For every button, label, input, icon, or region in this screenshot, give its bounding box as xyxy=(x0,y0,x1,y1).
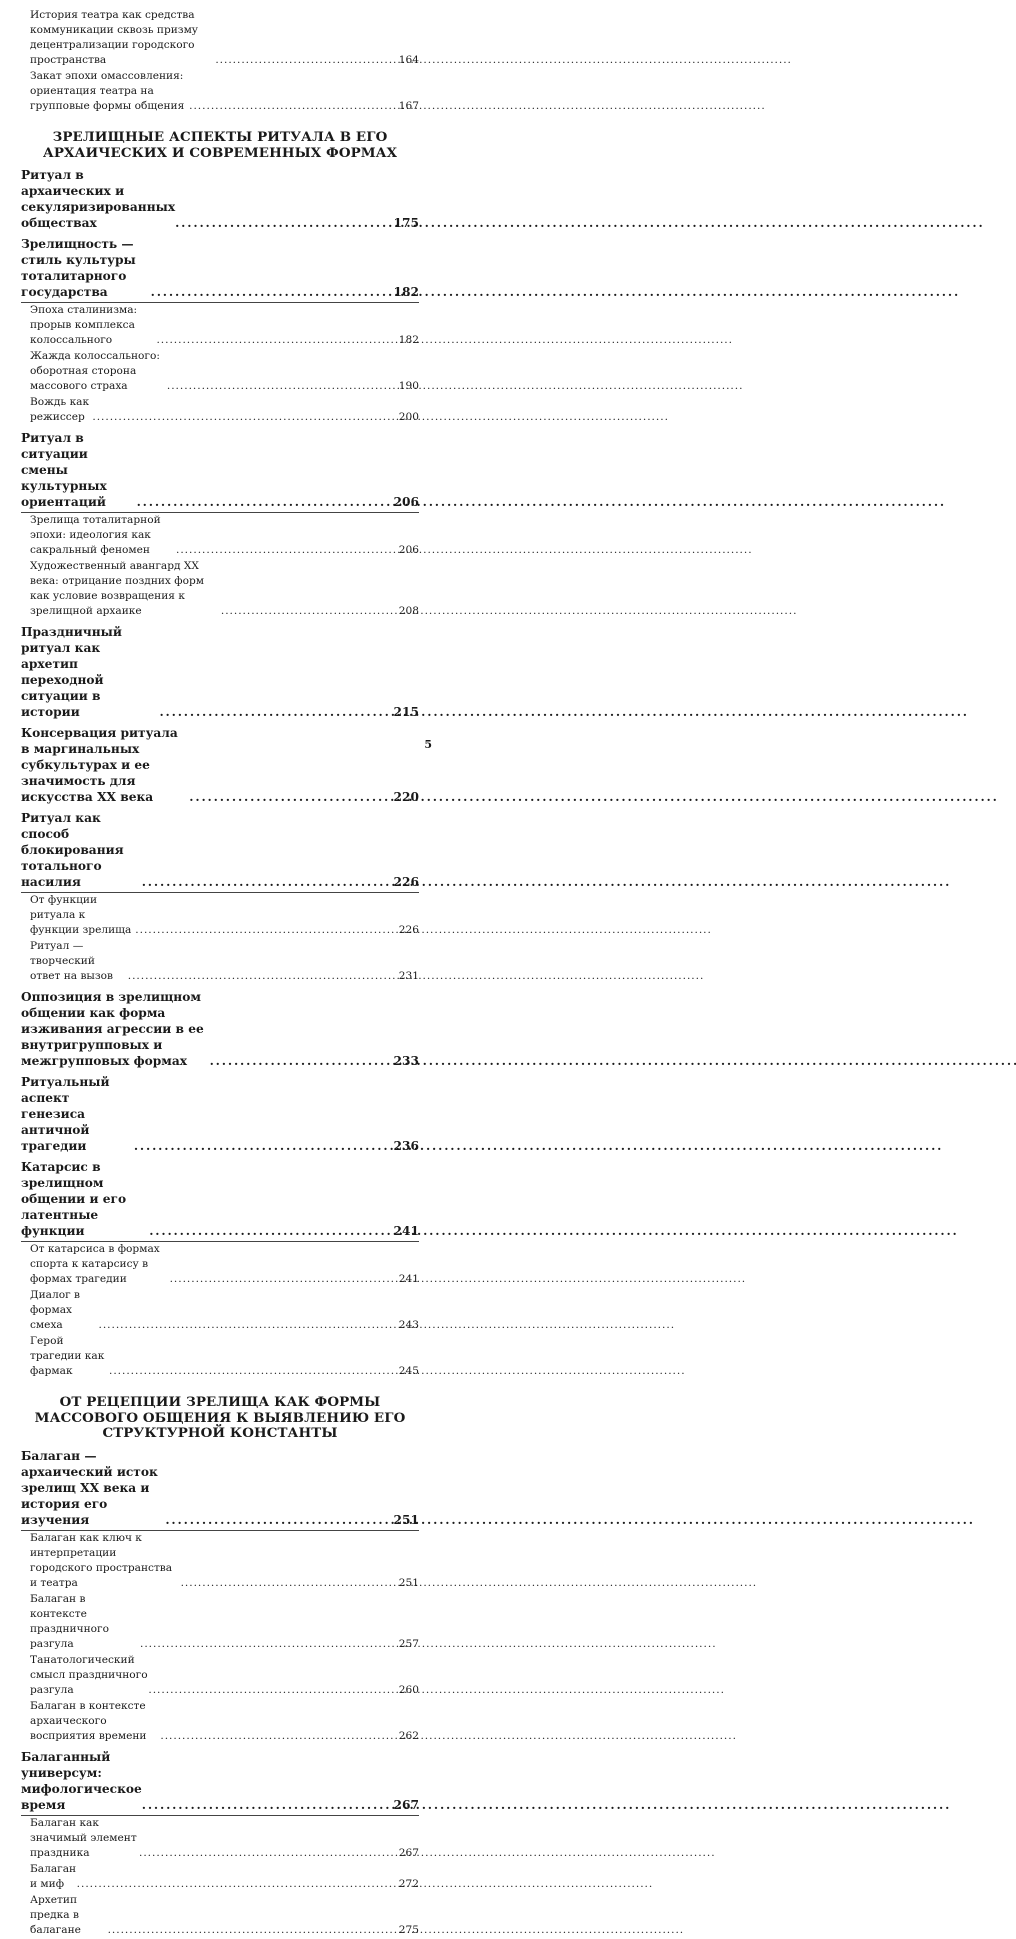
dot-leader xyxy=(92,410,397,425)
toc-chapter-entry[interactable] xyxy=(21,1448,419,1528)
toc-subsection-entry[interactable] xyxy=(30,893,419,938)
entry-page-number: 241 xyxy=(398,1273,419,1285)
entry-page-number: 208 xyxy=(398,605,419,617)
dot-leader xyxy=(142,1797,393,1813)
toc-subsection-entry[interactable] xyxy=(30,939,419,984)
dot-leader xyxy=(149,1223,392,1239)
entry-title: Ритуал в архаических и секуляризированных обществах xyxy=(21,168,176,230)
toc-subsection-entry[interactable] xyxy=(30,303,419,348)
toc-subsection-entry[interactable] xyxy=(30,1288,419,1333)
entry-page-number: 251 xyxy=(398,1576,419,1589)
entry-title: Катарсис в зрелищном общении и его латентные функции xyxy=(21,1160,127,1238)
entry-title: Балаган в контексте архаического восприятия времени xyxy=(30,1699,147,1742)
toc-subsection-entry[interactable] xyxy=(30,1816,419,1861)
dot-leader xyxy=(135,923,397,938)
section-heading: ОТ РЕЦЕПЦИИ ЗРЕЛИЩА КАК ФОРМЫ МАССОВОГО ОБЩЕНИЯ К ВЫЯВЛЕНИЮ ЕГО СТРУКТУРНОЙ КОНСТАНТЫ xyxy=(34,1394,406,1441)
entry-title: Архетип предка в балагане xyxy=(30,1893,81,1936)
entry-page-number: 243 xyxy=(398,1319,419,1331)
entry-page-number: 267 xyxy=(393,1797,419,1812)
entry-title: Консервация ритуала в маргинальных субкультурах и ее значимость для искусства XX века xyxy=(21,726,178,804)
dot-leader xyxy=(160,1729,397,1744)
dot-leader xyxy=(175,215,392,231)
entry-page-number: 164 xyxy=(398,54,419,66)
toc-subsection-entry[interactable] xyxy=(30,1653,419,1698)
entry-page-number: 231 xyxy=(398,970,419,982)
entry-page-number: 257 xyxy=(398,1637,419,1650)
entry-title: Ритуал в ситуации смены культурных ориентаций xyxy=(21,431,107,509)
toc-chapter-entry[interactable] xyxy=(21,430,419,510)
dot-leader xyxy=(77,1877,398,1892)
table-of-contents xyxy=(21,8,419,1939)
toc-subsection-entry[interactable] xyxy=(30,1862,419,1892)
toc-subsection-entry[interactable] xyxy=(30,1334,419,1379)
toc-subsection-entry[interactable] xyxy=(30,8,419,68)
entry-title: Зрелищность — стиль культуры тоталитарного государства xyxy=(21,237,136,299)
entry-title: От функции ритуала к функции зрелища xyxy=(30,894,132,936)
entry-page-number: 267 xyxy=(398,1846,419,1859)
toc-chapter-entry[interactable] xyxy=(21,1749,419,1813)
dot-leader xyxy=(142,874,393,890)
toc-subsection-entry[interactable] xyxy=(30,69,419,114)
entry-title: Закат эпохи омассовления: ориентация театра на групповые формы общения xyxy=(30,70,185,112)
dot-leader xyxy=(181,1576,398,1591)
toc-chapter-entry[interactable] xyxy=(21,1074,419,1154)
entry-page-number: 206 xyxy=(398,544,419,556)
toc-subsection-entry[interactable] xyxy=(30,395,419,425)
entry-title: От катарсиса в формах спорта к катарсису в формах трагедии xyxy=(30,1243,160,1285)
section-heading: ЗРЕЛИЩНЫЕ АСПЕКТЫ РИТУАЛА В ЕГО АРХАИЧЕСКИХ И СОВРЕМЕННЫХ ФОРМАХ xyxy=(42,129,398,161)
entry-page-number: 175 xyxy=(393,216,419,230)
entry-page-number: 226 xyxy=(393,875,419,889)
entry-page-number: 167 xyxy=(398,100,419,112)
dot-leader xyxy=(210,1053,393,1069)
entry-title: Зрелища тоталитарной эпохи: идеология как сакральный феномен xyxy=(30,514,161,556)
entry-page-number: 220 xyxy=(393,790,419,804)
entry-title: Ритуальный аспект генезиса античной трагедии xyxy=(21,1075,110,1153)
entry-page-number: 182 xyxy=(393,285,419,299)
entry-title: Балаган и миф xyxy=(30,1862,77,1890)
entry-page-number: 245 xyxy=(398,1365,419,1377)
entry-title: Ритуал как способ блокирования тотального насилия xyxy=(21,811,124,889)
toc-subsection-entry[interactable] xyxy=(30,1893,419,1938)
dot-leader xyxy=(159,704,392,720)
entry-title: Балаган — архаический исток зрелищ XX века и история его изучения xyxy=(21,1448,158,1527)
dot-leader xyxy=(98,1318,397,1333)
entry-page-number: 182 xyxy=(398,334,419,346)
dot-leader xyxy=(108,1923,398,1938)
toc-subsection-entry[interactable] xyxy=(30,1592,419,1652)
entry-title: Балаган как значимый элемент праздника xyxy=(30,1816,137,1859)
dot-leader xyxy=(134,1138,393,1154)
entry-title: Вождь как режиссер xyxy=(30,396,90,423)
toc-chapter-entry[interactable] xyxy=(21,1159,419,1239)
entry-page-number: 262 xyxy=(398,1729,419,1742)
dot-leader xyxy=(176,543,398,558)
dot-leader xyxy=(109,1364,398,1379)
entry-title: Балаган в контексте праздничного разгула xyxy=(30,1592,109,1650)
dot-leader xyxy=(189,99,398,114)
entry-title: Герой трагедии как фармак xyxy=(30,1335,105,1377)
entry-page-number: 275 xyxy=(398,1923,419,1936)
entry-title: Танатологический смысл праздничного разгула xyxy=(30,1653,148,1696)
entry-page-number: 190 xyxy=(398,380,419,392)
toc-subsection-entry[interactable] xyxy=(30,349,419,394)
dot-leader xyxy=(140,1637,398,1652)
entry-title: Диалог в формах смеха xyxy=(30,1289,80,1331)
entry-title: История театра как средства коммуникации сквозь призму децентрализации городского пространства xyxy=(30,9,199,66)
toc-subsection-entry[interactable] xyxy=(30,1531,419,1591)
dot-leader xyxy=(128,969,398,984)
dot-leader xyxy=(215,53,397,68)
dot-leader xyxy=(170,1272,398,1287)
dot-leader xyxy=(139,1846,398,1861)
dot-leader xyxy=(148,1683,397,1698)
entry-title: Оппозиция в зрелищном общении как форма изживания агрессии в ее внутригрупповых и межгрупповых формах xyxy=(21,990,204,1068)
toc-subsection-entry[interactable] xyxy=(30,1242,419,1287)
entry-title: Художественный авангард XX века: отрицание поздних форм как условие возвращения к зрелищной архаике xyxy=(30,560,204,617)
entry-title: Жажда колоссального: оборотная сторона массового страха xyxy=(30,350,160,392)
entry-page-number: 233 xyxy=(393,1054,419,1068)
entry-page-number: 272 xyxy=(398,1877,419,1890)
entry-title: Праздничный ритуал как архетип переходной ситуации в истории xyxy=(21,625,122,719)
entry-page-number: 215 xyxy=(393,705,419,719)
dot-leader xyxy=(189,789,392,805)
dot-leader xyxy=(151,284,393,300)
entry-page-number: 241 xyxy=(393,1224,419,1238)
dot-leader xyxy=(221,604,398,619)
entry-page-number: 200 xyxy=(398,411,419,423)
entry-title: Балаганный универсум: мифологическое время xyxy=(21,1749,142,1812)
entry-title: Ритуал — творческий ответ на вызов xyxy=(30,940,113,982)
toc-chapter-entry[interactable] xyxy=(21,810,419,890)
entry-page-number: 206 xyxy=(393,495,419,509)
dot-leader xyxy=(165,1512,392,1528)
toc-chapter-entry[interactable] xyxy=(21,725,419,805)
toc-subsection-entry[interactable] xyxy=(30,513,419,558)
page-number: 5 xyxy=(424,738,432,751)
entry-page-number: 251 xyxy=(393,1512,419,1527)
entry-page-number: 236 xyxy=(393,1139,419,1153)
toc-subsection-entry[interactable] xyxy=(30,559,419,619)
toc-chapter-entry[interactable] xyxy=(21,624,419,720)
entry-title: Эпоха сталинизма: прорыв комплекса колоссального xyxy=(30,304,138,346)
entry-page-number: 226 xyxy=(398,924,419,936)
toc-chapter-entry[interactable] xyxy=(21,236,419,300)
toc-chapter-entry[interactable] xyxy=(21,167,419,231)
toc-subsection-entry[interactable] xyxy=(30,1699,419,1744)
entry-title: Балаган как ключ к интерпретации городского пространства и театра xyxy=(30,1531,173,1589)
toc-chapter-entry[interactable] xyxy=(21,989,419,1069)
dot-leader xyxy=(137,494,393,510)
dot-leader xyxy=(156,333,397,348)
dot-leader xyxy=(167,379,398,394)
entry-page-number: 260 xyxy=(398,1683,419,1696)
